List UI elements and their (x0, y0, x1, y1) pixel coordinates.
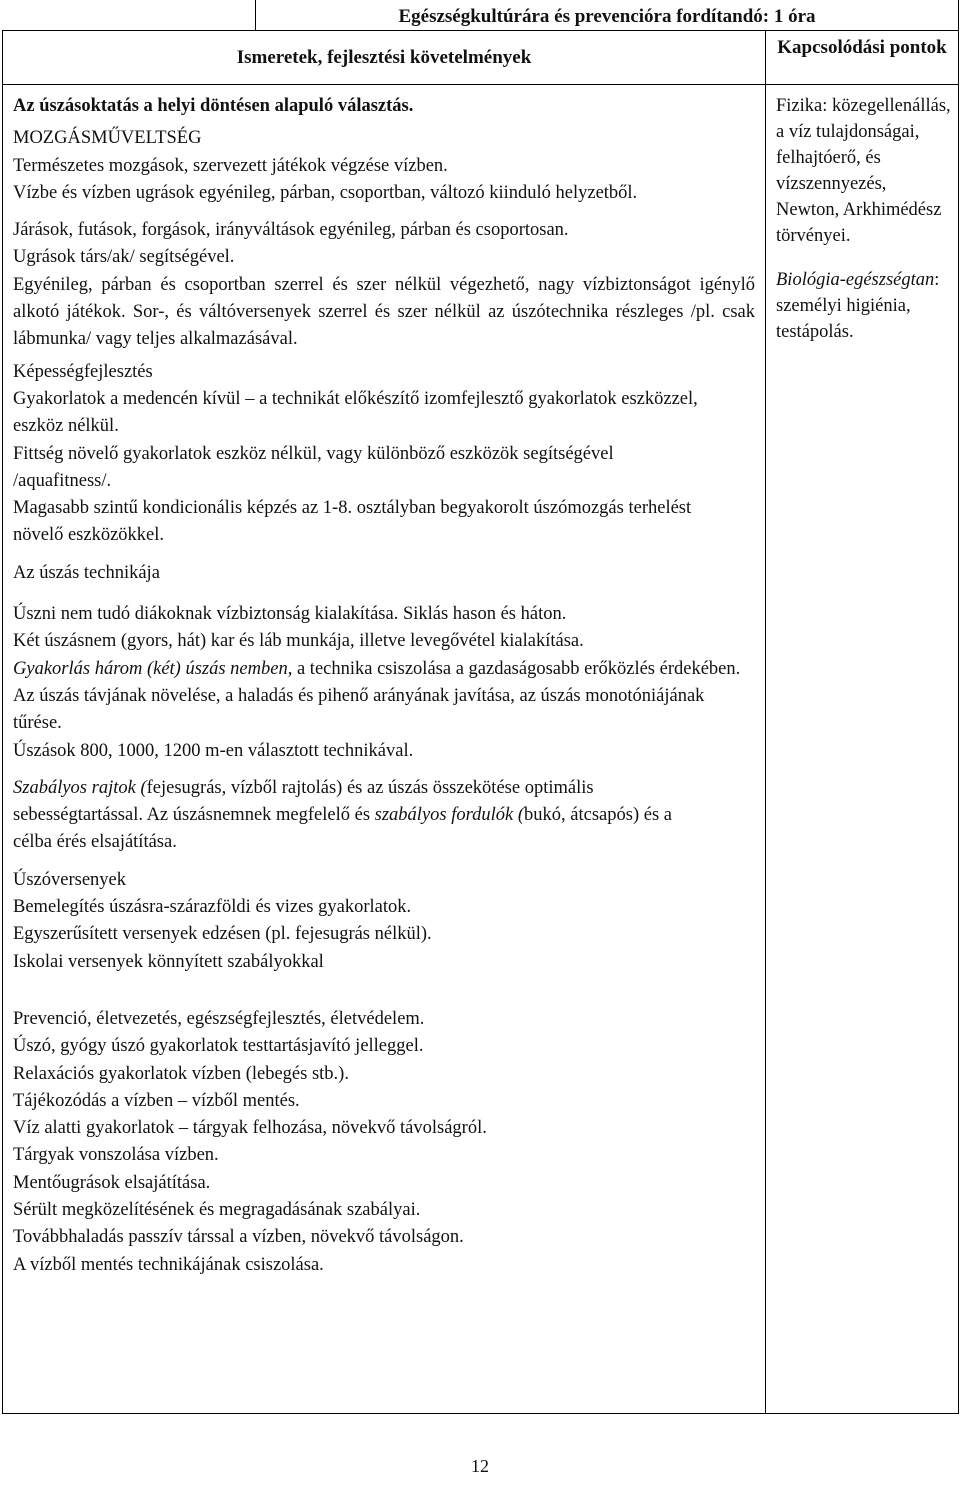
technique-practice-paragraph (13, 656, 748, 738)
prevention-line: Továbbhaladás passzív társsal a vízben, növekvő távolságon. (13, 1227, 464, 1248)
movement-line: Egyénileg, párban és csoportban szerrel és szer nélkül végezhető, nagy vízbiztonságot igénylő alkotó játékok. Sor-, és váltóversenyek szerrel és szer nélkül az úszótechnika részleges /pl. csak lábmunka/ vagy teljes alkalmazásával. (13, 274, 755, 350)
prevention-section (13, 1006, 755, 1279)
skills-line: Magasabb szintű kondicionális képzés az 1-8. osztályban begyakorolt úszómozgás terhelést növelő eszközökkel. (13, 498, 692, 546)
connections-cell (766, 85, 959, 1414)
technique-section (13, 560, 755, 857)
curriculum-table (2, 0, 959, 1414)
header-blank-cell (3, 0, 256, 31)
time-allocation: Egészségkultúrára és prevencióra fordítandó: 1 óra (256, 0, 959, 31)
skills-heading: Képességfejlesztés (13, 361, 153, 382)
technique-start-paragraph (13, 775, 683, 857)
competitions-line: Bemelegítés úszásra-szárazföldi és vizes gyakorlatok. (13, 897, 412, 918)
knowledge-cell (3, 85, 766, 1414)
technique-practice-italic: Gyakorlás három (két) úszás nemben (13, 658, 288, 679)
physics-label: Fizika (776, 96, 823, 116)
movement-heading: MOZGÁSMŰVELTSÉG (13, 128, 202, 149)
header-row-columns (3, 31, 959, 85)
movement-line: Járások, futások, forgások, irányváltások egyénileg, párban és csoportosan. (13, 220, 569, 241)
technique-line: Úszások 800, 1000, 1200 m-en választott technikával. (13, 740, 414, 761)
physics-connection (776, 93, 952, 249)
physics-text: közegellenállás, a víz tulajdonságai, felhajtóerő, és vízszennyezés, Newton, Arkhimédész törvényei. (776, 96, 951, 246)
competitions-section (13, 867, 755, 976)
turns-text: bukó, átcsapós) és a célba érés elsajátítása. (13, 805, 672, 853)
column-header-knowledge: Ismeretek, fejlesztési követelmények (3, 31, 766, 85)
skills-section (13, 359, 755, 550)
physics-colon: : (822, 96, 828, 116)
prevention-line: Úszó, gyógy úszó gyakorlatok testtartásjavító jelleggel. (13, 1036, 424, 1057)
technique-practice-text: , a technika csiszolása a gazdaságosabb erőközlés érdekében. Az úszás távjának növelése, a haladás és pihenő arányának javítása, az úszás monotóniájának tűrése. (13, 658, 741, 734)
prevention-line: Sérült megközelítésének és megragadásának szabályai. (13, 1199, 421, 1220)
skills-line: Gyakorlatok a medencén kívül – a technikát előkészítő izomfejlesztő gyakorlatok eszközzel, eszköz nélkül. (13, 388, 698, 437)
technique-line: Két úszásnem (gyors, hát) kar és láb munkája, illetve levegővétel kialakítása. (13, 631, 584, 652)
biology-connection (776, 267, 952, 345)
column-header-connections: Kapcsolódási pontok (766, 31, 959, 85)
header-row-time (3, 0, 959, 31)
start-italic: Szabályos rajtok ( (13, 777, 147, 798)
biology-label: Biológia-egészségtan (776, 270, 935, 290)
technique-heading: Az úszás technikája (13, 562, 160, 583)
competitions-line: Iskolai versenyek könnyített szabályokkal (13, 951, 324, 972)
technique-line: Úszni nem tudó diákoknak vízbiztonság kialakítása. Siklás hason és háton. (13, 604, 567, 625)
start-text: fejesugrás, vízből rajtolás) és az úszás összekötése optimális sebességtartással. Az úszásnemnek megfelelő és (13, 777, 594, 826)
competitions-heading: Úszóversenyek (13, 869, 127, 890)
prevention-line: Mentőugrások elsajátítása. (13, 1172, 211, 1193)
movement-line: Vízbe és vízben ugrások egyénileg, párban, csoportban, változó kiinduló helyzetből. (13, 182, 638, 203)
prevention-line: Tárgyak vonszolása vízben. (13, 1145, 219, 1166)
content-row (3, 85, 959, 1414)
movement-line: Ugrások társ/ak/ segítségével. (13, 247, 235, 268)
page-number: 12 (471, 1456, 489, 1476)
prevention-line: Tájékozódás a vízben – vízből mentés. (13, 1090, 300, 1111)
movement-line: Természetes mozgások, szervezett játékok végzése vízben. (13, 155, 448, 176)
biology-text: személyi higiénia, testápolás. (776, 296, 911, 342)
competitions-line: Egyszerűsített versenyek edzésen (pl. fejesugrás nélkül). (13, 924, 432, 945)
prevention-line: Víz alatti gyakorlatok – tárgyak felhozása, növekvő távolságról. (13, 1118, 487, 1139)
turns-italic: szabályos fordulók ( (374, 805, 525, 826)
section-title: Az úszásoktatás a helyi döntésen alapuló választás. (13, 96, 414, 116)
movement-section (13, 125, 755, 353)
prevention-line: Relaxációs gyakorlatok vízben (lebegés stb.). (13, 1063, 349, 1084)
prevention-line: A vízből mentés technikájának csiszolása. (13, 1254, 324, 1275)
prevention-line: Prevenció, életvezetés, egészségfejlesztés, életvédelem. (13, 1008, 425, 1029)
biology-colon: : (934, 270, 940, 290)
skills-line: Fittség növelő gyakorlatok eszköz nélkül, vagy különböző eszközök segítségével /aquafitness/. (13, 443, 614, 491)
